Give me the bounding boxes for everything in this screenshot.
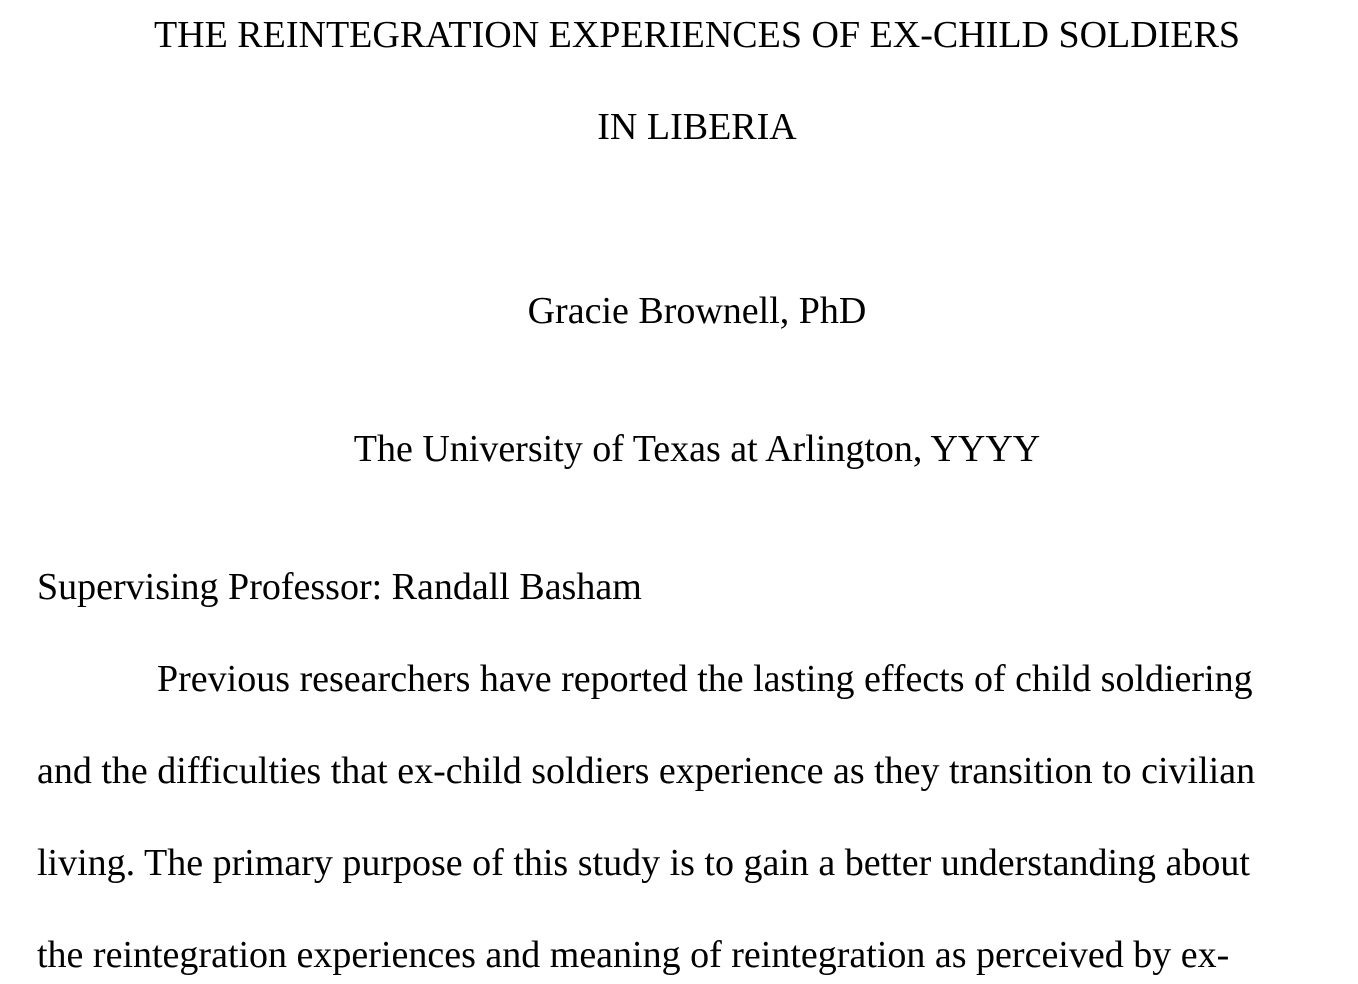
abstract-line: and the difficulties that ex-child soldiers experience as they transition to civilian [37,750,1256,792]
abstract-line: living. The primary purpose of this study is to gain a better understanding about [37,842,1250,884]
abstract-line: Previous researchers have reported the lasting effects of child soldiering [157,658,1253,700]
title-line-1: THE REINTEGRATION EXPERIENCES OF EX-CHILD SOLDIERS [153,14,1241,56]
author-name: Gracie Brownell, PhD [527,290,867,332]
affiliation: The University of Texas at Arlington, YYYY [353,428,1041,470]
title-line-2: IN LIBERIA [597,106,797,148]
abstract-line: the reintegration experiences and meaning of reintegration as perceived by ex- [37,934,1230,976]
supervising-professor: Supervising Professor: Randall Basham [37,566,642,608]
